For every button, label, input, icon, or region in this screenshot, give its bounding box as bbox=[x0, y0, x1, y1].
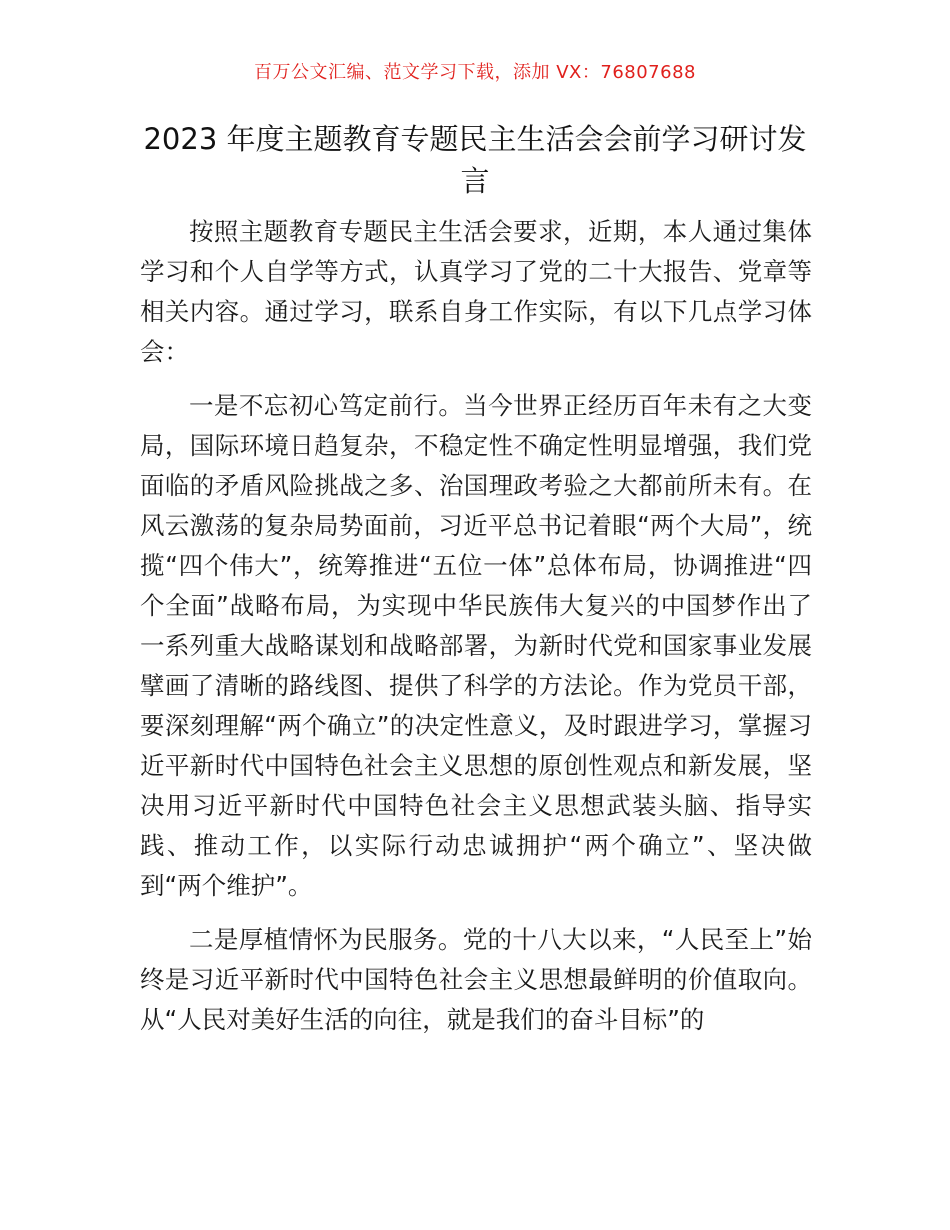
document-title: 2023 年度主题教育专题民主生活会会前学习研讨发言 bbox=[143, 122, 807, 198]
paragraph-point-two: 二是厚植情怀为民服务。党的十八大以来，“人民至上”始终是习近平新时代中国特色社会主义思想最鲜明的价值取向。从“人民对美好生活的向往，就是我们的奋斗目标”的 bbox=[140, 925, 812, 1034]
header-banner: 百万公文汇编、范文学习下载，添加 VX：76807688 bbox=[254, 62, 696, 83]
document-body bbox=[140, 212, 812, 1054]
paragraph-point-one: 一是不忘初心笃定前行。当今世界正经历百年未有之大变局，国际环境日趋复杂，不稳定性不确定性明显增强，我们党面临的矛盾风险挑战之多、治国理政考验之大都前所未有。在风云激荡的复杂局势面前，习近平总书记着眼“两个大局”，统揽“四个伟大”，统筹推进“五位一体”总体布局，协调推进“四个全面”战略布局，为实现中华民族伟大复兴的中国梦作出了一系列重大战略谋划和战略部署，为新时代党和国家事业发展擘画了清晰的路线图、提供了科学的方法论。作为党员干部，要深刻理解“两个确立”的决定性意义，及时跟进学习，掌握习近平新时代中国特色社会主义思想的原创性观点和新发展，坚决用习近平新时代中国特色社会主义思想武装头脑、指导实践、推动工作，以实际行动忠诚拥护“两个确立”、坚决做到“两个维护”。 bbox=[140, 391, 812, 900]
paragraph-intro: 按照主题教育专题民主生活会要求，近期，本人通过集体学习和个人自学等方式，认真学习了党的二十大报告、党章等相关内容。通过学习，联系自身工作实际，有以下几点学习体会： bbox=[140, 217, 812, 366]
